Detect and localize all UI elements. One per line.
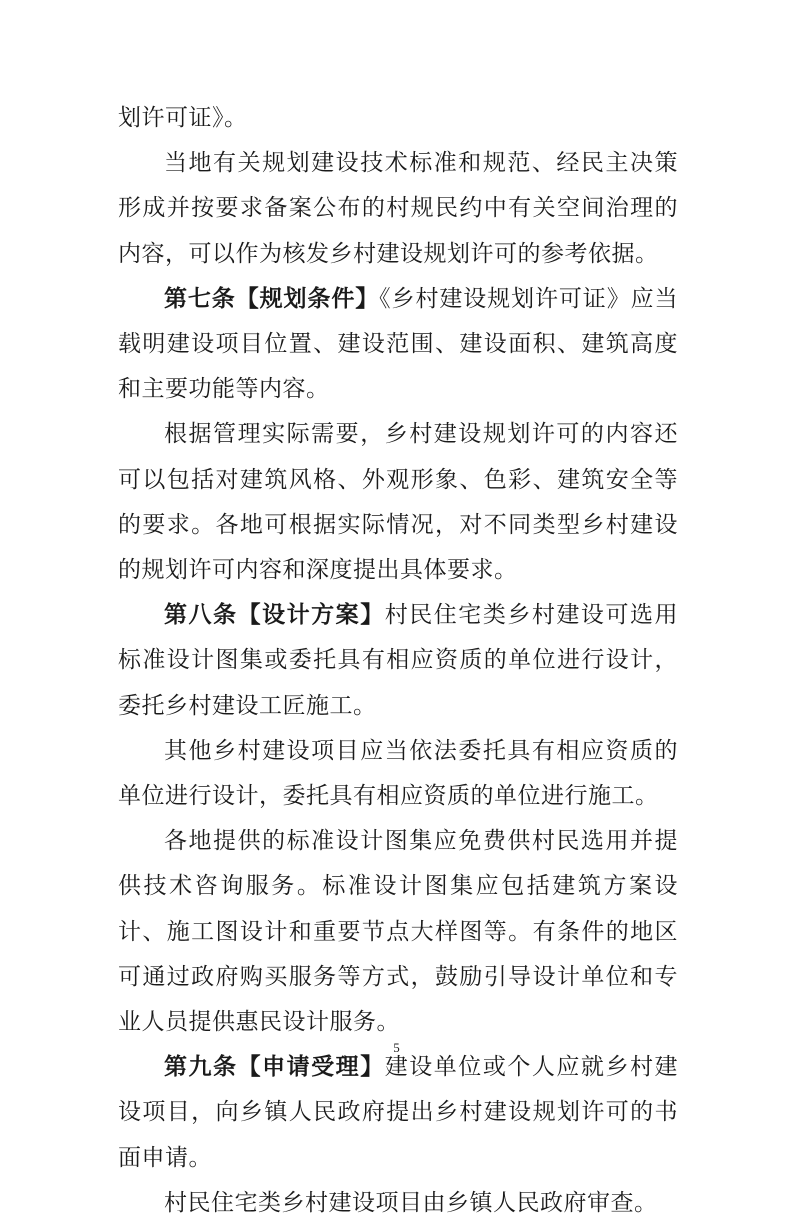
paragraph-continuation	[118, 96, 678, 141]
paragraph-text: 村民住宅类乡村建设可选用标准设计图集或委托具有相应资质的单位进行设计，委托乡村建设工匠施工。	[118, 602, 679, 719]
paragraph-text: 划许可证》。	[118, 105, 248, 131]
paragraph-text: 根据管理实际需要，乡村建设规划许可的内容还可以包括对建筑风格、外观形象、色彩、建筑安全等的要求。各地可根据实际情况，对不同类型乡村建设的规划许可内容和深度提出具体要求。	[118, 421, 678, 584]
page-number: 5	[393, 1040, 400, 1055]
paragraph-text: 其他乡村建设项目应当依法委托具有相应资质的单位进行设计，委托具有相应资质的单位进行施工。	[118, 737, 678, 810]
article-8-design-scheme	[118, 593, 678, 729]
paragraph-standard-atlas	[118, 819, 678, 1045]
paragraph-reference-basis	[118, 141, 678, 277]
paragraph-text: 建设单位或个人应就乡村建设项目，向乡镇人民政府提出乡村建设规划许可的书面申请。	[118, 1054, 679, 1171]
article-heading: 第九条【申请受理】	[164, 1054, 385, 1081]
paragraph-permit-content	[118, 412, 678, 593]
paragraph-other-projects	[118, 729, 678, 819]
paragraph-review	[118, 1181, 678, 1226]
article-7-planning-conditions	[118, 277, 678, 413]
document-body	[118, 96, 678, 1226]
paragraph-text: 当地有关规划建设技术标准和规范、经民主决策形成并按要求备案公布的村规民约中有关空间治理的内容，可以作为核发乡村建设规划许可的参考依据。	[118, 150, 678, 267]
article-heading: 第八条【设计方案】	[164, 602, 385, 629]
paragraph-text: 《乡村建设规划许可证》应当载明建设项目位置、建设范围、建设面积、建筑高度和主要功能等内容。	[118, 285, 679, 403]
paragraph-text: 村民住宅类乡村建设项目由乡镇人民政府审查。	[164, 1189, 658, 1216]
article-heading: 第七条【规划条件】	[164, 285, 380, 312]
article-9-application-acceptance	[118, 1045, 678, 1181]
paragraph-text: 各地提供的标准设计图集应免费供村民选用并提供技术咨询服务。标准设计图集应包括建筑方案设计、施工图设计和重要节点大样图等。有条件的地区可通过政府购买服务等方式，鼓励引导设计单位和专业人员提供惠民设计服务。	[118, 828, 678, 1036]
